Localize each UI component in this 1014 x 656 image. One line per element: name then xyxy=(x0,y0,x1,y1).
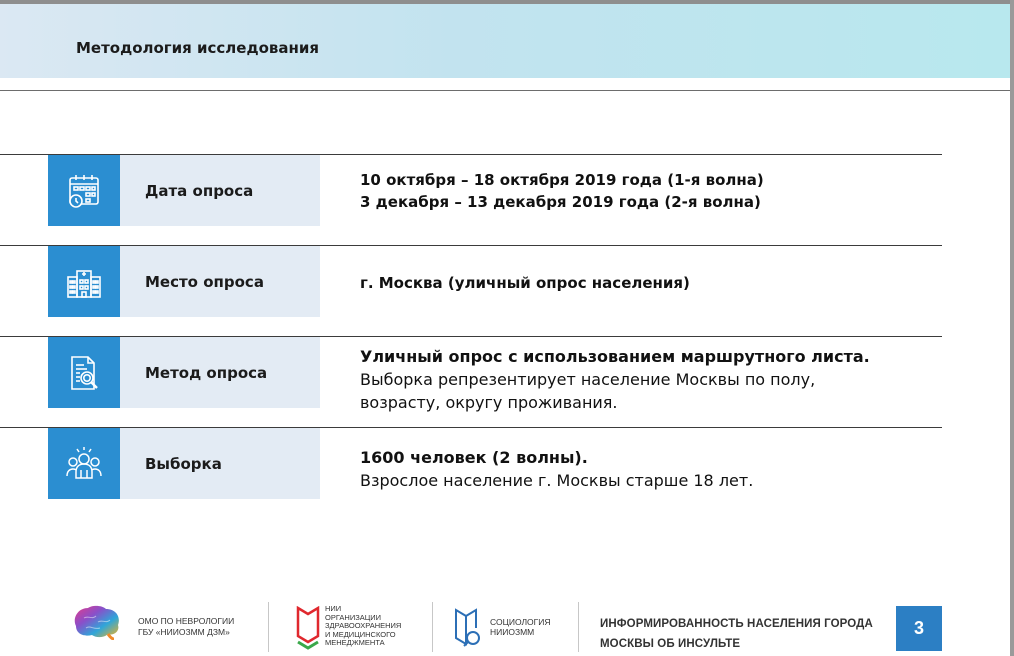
content-bold-line: 3 декабря – 13 декабря 2019 года (2-я волна) xyxy=(360,193,761,211)
label-box xyxy=(120,428,320,499)
row-label: Выборка xyxy=(145,454,222,473)
brain-logo-icon xyxy=(70,604,122,640)
org3-line: СОЦИОЛОГИЯ xyxy=(490,617,551,627)
calendar-clock-icon xyxy=(48,155,120,226)
content-line: возрасту, округу проживания. xyxy=(360,393,618,412)
org1-text xyxy=(138,616,234,638)
row-content xyxy=(360,169,764,213)
book-logo-icon xyxy=(296,606,320,650)
slide-footer xyxy=(0,596,1014,656)
report-title-line: МОСКВЫ ОБ ИНСУЛЬТЕ xyxy=(600,638,741,650)
content-bold-line: 1600 человек (2 волны). xyxy=(360,448,588,467)
row-content xyxy=(360,446,753,492)
report-title xyxy=(600,614,873,654)
row-label: Метод опроса xyxy=(145,363,268,382)
footer-separator xyxy=(578,602,579,652)
org2-line: НИИ xyxy=(325,604,342,613)
label-box xyxy=(120,337,320,408)
slide-header xyxy=(0,4,1010,78)
org2-line: МЕНЕДЖМЕНТА xyxy=(325,638,385,648)
slide-title: Методология исследования xyxy=(76,39,320,57)
content-bold-line: 10 октября – 18 октября 2019 года (1-я волна) xyxy=(360,171,764,189)
footer-separator xyxy=(268,602,269,652)
frame-right-border xyxy=(1010,0,1014,656)
org3-text xyxy=(490,618,551,637)
label-box xyxy=(120,155,320,226)
org2-text xyxy=(325,605,401,648)
row-label: Место опроса xyxy=(145,272,264,291)
footer-separator xyxy=(432,602,433,652)
report-title-line: ИНФОРМИРОВАННОСТЬ НАСЕЛЕНИЯ ГОРОДА xyxy=(600,618,873,630)
org1-line: ГБУ «НИИОЗММ ДЗМ» xyxy=(138,627,230,637)
org1-line: ОМО ПО НЕВРОЛОГИИ xyxy=(138,616,235,626)
org2-line: ЗДРАВООХРАНЕНИЯ xyxy=(325,621,402,631)
org2-line: И МЕДИЦИНСКОГО xyxy=(325,629,396,639)
row-content xyxy=(360,272,690,294)
row-label: Дата опроса xyxy=(145,181,254,200)
org3-line: НИИОЗММ xyxy=(490,626,535,637)
header-divider xyxy=(0,90,1010,91)
org2-line: ОРГАНИЗАЦИИ xyxy=(325,612,382,622)
label-box xyxy=(120,246,320,317)
document-magnifier-icon xyxy=(48,337,120,408)
page-number: 3 xyxy=(896,606,942,651)
people-group-icon xyxy=(48,428,120,499)
content-line: Взрослое население г. Москвы старше 18 лет. xyxy=(360,471,754,490)
content-bold-line: г. Москва (уличный опрос населения) xyxy=(360,274,690,292)
row-content xyxy=(360,345,870,414)
content-bold-line: Уличный опрос с использованием маршрутного листа. xyxy=(360,347,870,366)
sociology-logo-icon xyxy=(453,608,481,648)
hospital-building-icon xyxy=(48,246,120,317)
content-line: Выборка репрезентирует население Москвы по полу, xyxy=(360,370,816,389)
